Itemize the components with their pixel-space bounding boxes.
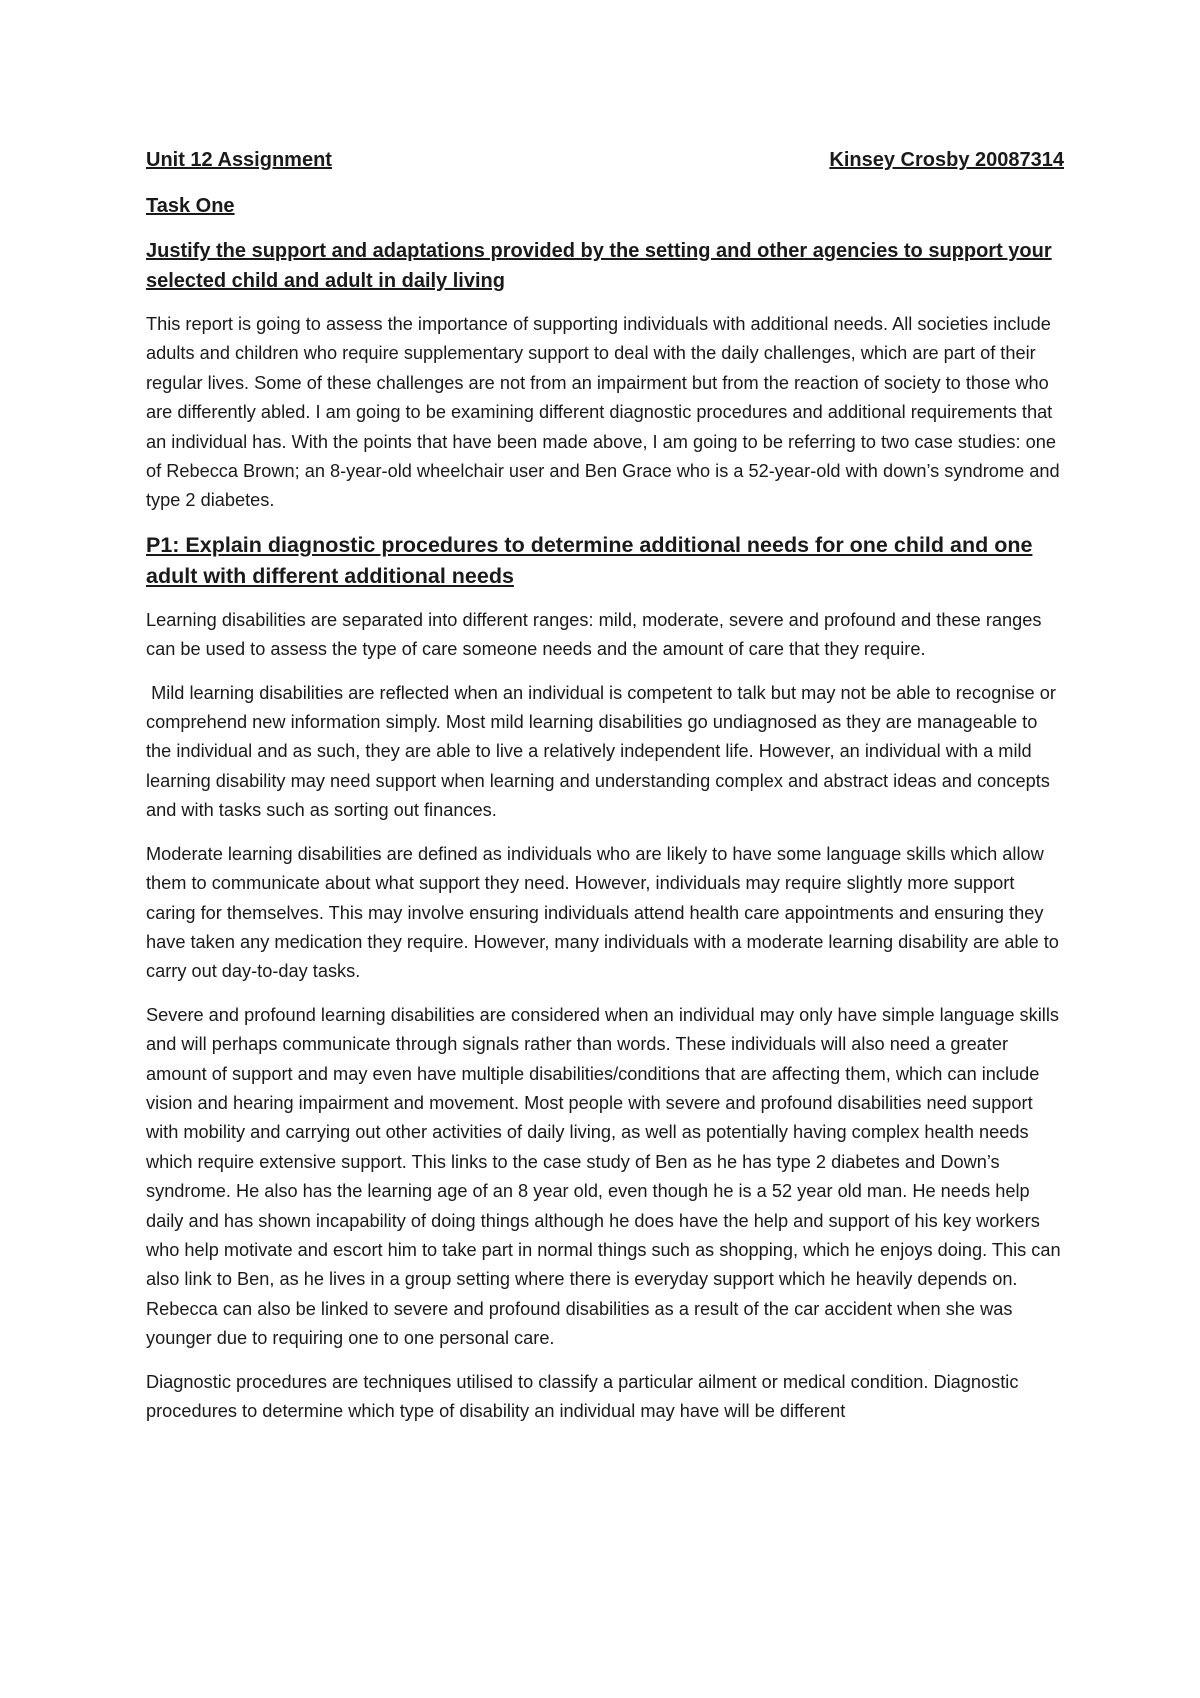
- paragraph-moderate: Moderate learning disabilities are defined as individuals who are likely to have some language skills which allow them to communicate about what support they need. However, individuals may require slightly more support caring for themselves. This may involve ensuring individuals attend health care appointments and ensuring they have taken any medication they require. However, many individuals with a moderate learning disability are able to carry out day-to-day tasks.: [146, 843, 1059, 982]
- intro-paragraph: This report is going to assess the importance of supporting individuals with additional needs. All societies include adults and children who require supplementary support to deal with the daily challenges, which are part of their regular lives. Some of these challenges are not from an impairment but from the reaction of society to those who are differently abled. I am going to be examining different diagnostic procedures and additional requirements that an individual has. With the points that have been made above, I am going to be referring to two case studies: one of Rebecca Brown; an 8-year-old wheelchair user and Ben Grace who is a 52-year-old with down’s syndrome and type 2 diabetes.: [146, 314, 1060, 511]
- paragraph-ranges: Learning disabilities are separated into different ranges: mild, moderate, severe and profound and these ranges can be used to assess the type of care someone needs and the amount of care that they require.: [146, 609, 1042, 660]
- paragraph-diagnostic: Diagnostic procedures are techniques utilised to classify a particular ailment or medical condition. Diagnostic procedures to determine which type of disability an individual may have will be different: [146, 1371, 1019, 1421]
- paragraph-mild: Mild learning disabilities are reflected when an individual is competent to talk but may not be able to recognise or comprehend new information simply. Most mild learning disabilities go undiagnosed as they are manageable to the individual and as such, they are able to live a relatively independent life. However, an individual with a mild learning disability may need support when learning and understanding complex and abstract ideas and concepts and with tasks such as sorting out finances.: [146, 682, 1061, 821]
- task-question: Justify the support and adaptations provided by the setting and other agencies to support your selected child and adult in daily living: [146, 240, 1052, 292]
- p1-heading: P1: Explain diagnostic procedures to determine additional needs for one child and one adult with different additional needs: [146, 532, 1033, 588]
- document-header: [146, 146, 1064, 174]
- document-page: [146, 146, 1064, 1426]
- paragraph-severe: Severe and profound learning disabilities are considered when an individual may only have simple language skills and will perhaps communicate through signals rather than words. These individuals will also need a greater amount of support and may even have multiple disabilities/conditions that are affecting them, which can include vision and hearing impairment and movement. Most people with severe and profound disabilities need support with mobility and carrying out other activities of daily living, as well as potentially having complex health needs which require extensive support. This links to the case study of Ben as he has type 2 diabetes and Down’s syndrome. He also has the learning age of an 8 year old, even though he is a 52 year old man. He needs help daily and has shown incapability of doing things although he does have the help and support of his key workers who help motivate and escort him to take part in normal things such as shopping, which he enjoys doing. This can also link to Ben, as he lives in a group setting where there is everyday support which he heavily depends on. Rebecca can also be linked to severe and profound disabilities as a result of the car accident when she was younger due to requiring one to one personal care.: [146, 1004, 1061, 1349]
- task-title: Task One: [146, 195, 235, 217]
- unit-title: Unit 12 Assignment: [146, 149, 332, 171]
- author-name: Kinsey Crosby 20087314: [829, 149, 1064, 171]
